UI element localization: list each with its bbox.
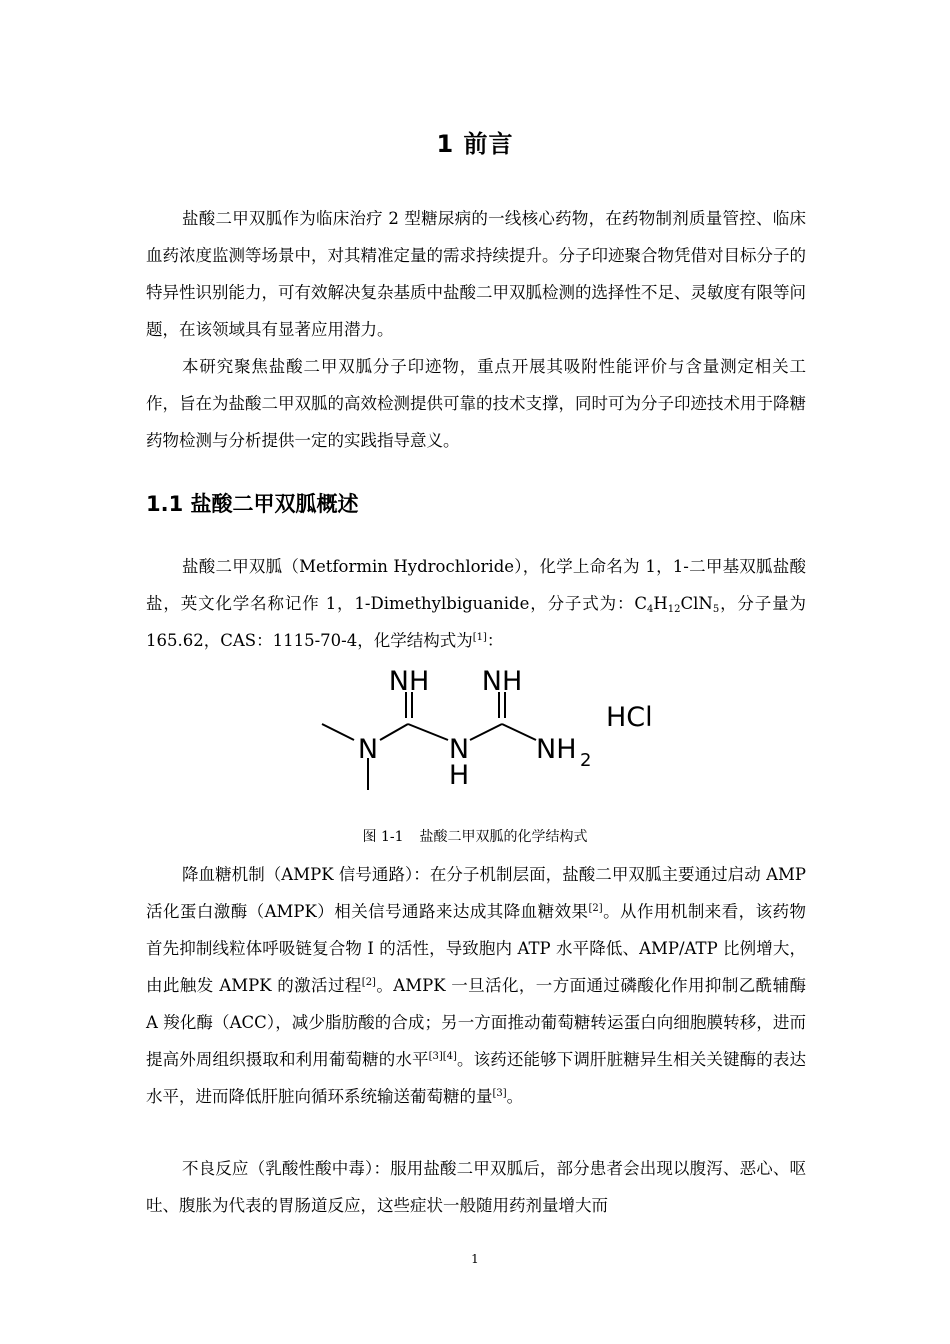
chapter-title: 1 前言 [436,130,514,158]
n-dimethyl-label: N [357,734,379,765]
figure-number: 图 1-1 [362,829,404,845]
overview-text-1: 盐酸二甲双胍（Metformin Hydrochloride），化学上命名为 1，1-二甲基双胍盐酸盐，英文化学名称记作 1，1-Dimethylbiguanide，分子式为： [146,557,806,613]
hcl-label: HCl [606,702,653,733]
molecular-formula: $C_4H_{12}ClN_5$ [634,594,720,615]
bond-c1-n [408,724,448,740]
intro-paragraph-2: 本研究聚焦盐酸二甲双胍分子印迹物，重点开展其吸附性能评价与含量测定相关工作，旨在为盐酸二甲双胍的高效检测提供可靠的技术支撑，同时可为分子印迹技术用于降糖药物检测与分析提供一定的实践指导意义。 [146,357,806,450]
overview-text-2: ，分子量为 165.62，CAS：1115-70-4，化学结构式为 [146,594,807,650]
section-title: 1.1 盐酸二甲双胍概述 [146,492,359,516]
figure-caption [0,826,950,846]
citation-3-4[interactable]: [3][4] [428,1051,457,1062]
intro-paragraph-1: 盐酸二甲双胍作为临床治疗 2 型糖尿病的一线核心药物，在药物制剂质量管控、临床血药浓度监测等场景中，对其精准定量的需求持续提升。分子印迹聚合物凭借对目标分子的特异性识别能力，可有效解决复杂基质中盐酸二甲双胍检测的选择性不足、灵敏度有限等问题，在该领域具有显著应用潜力。 [146,209,806,339]
nh2-subscript: 2 [580,750,592,771]
bond-c2-nh2 [502,724,536,740]
bond-n-c2 [470,724,502,740]
metformin-structure-figure [310,662,680,798]
figure-caption-text: 盐酸二甲双胍的化学结构式 [419,829,588,845]
methyl-bond-top [322,724,354,740]
nh-label-left: NH [388,666,430,697]
n-bridge-label: N [448,734,470,765]
adverse-paragraph: 不良反应（乳酸性酸中毒）：服用盐酸二甲双胍后，部分患者会出现以腹泻、恶心、呕吐、腹胀为代表的胃肠道反应，这些症状一般随用药剂量增大而 [146,1159,806,1215]
page-number: 1 [471,1252,479,1266]
overview-paragraph: 盐酸二甲双胍（Metformin Hydrochloride），化学上命名为 1，1-二甲基双胍盐酸盐，英文化学名称记作 1，1-Dimethylbiguanide，分子式为：$C_4H_{12}ClN_5$，分子量为 165.62，CAS：1115-70-4，化学结构式为[1]： [146,557,807,650]
citation-2[interactable]: [2] [588,903,603,914]
nh-label-right: NH [481,666,523,697]
nh2-label: NH [536,734,577,765]
citation-2b[interactable]: [2] [361,977,376,988]
h-bridge-label: H [448,760,470,791]
bond-n-c1 [380,724,408,740]
mechanism-paragraph: 降血糖机制（AMPK 信号通路）：在分子机制层面，盐酸二甲双胍主要通过启动 AMP 活化蛋白激酶（AMPK）相关信号通路来达成其降血糖效果[2]。从作用机制来看，该药物首先抑制线粒体呼吸链复合物 I 的活性，导致胞内 ATP 水平降低、AMP/ATP 比例增大，由此触发 AMPK 的激活过程[2]。AMPK 一旦活化，一方面通过磷酸化作用抑制乙酰辅酶 A 羧化酶（ACC），减少脂肪酸的合成；另一方面推动葡萄糖转运蛋白向细胞膜转移，进而提高外周组织摄取和利用葡萄糖的水平[3][4]。该药还能够下调肝脏糖异生相关关键酶的表达水平，进而降低肝脏向循环系统输送葡萄糖的量[3]。 [146,865,807,1106]
citation-1[interactable]: [1] [472,632,487,643]
citation-3[interactable]: [3] [492,1088,507,1099]
